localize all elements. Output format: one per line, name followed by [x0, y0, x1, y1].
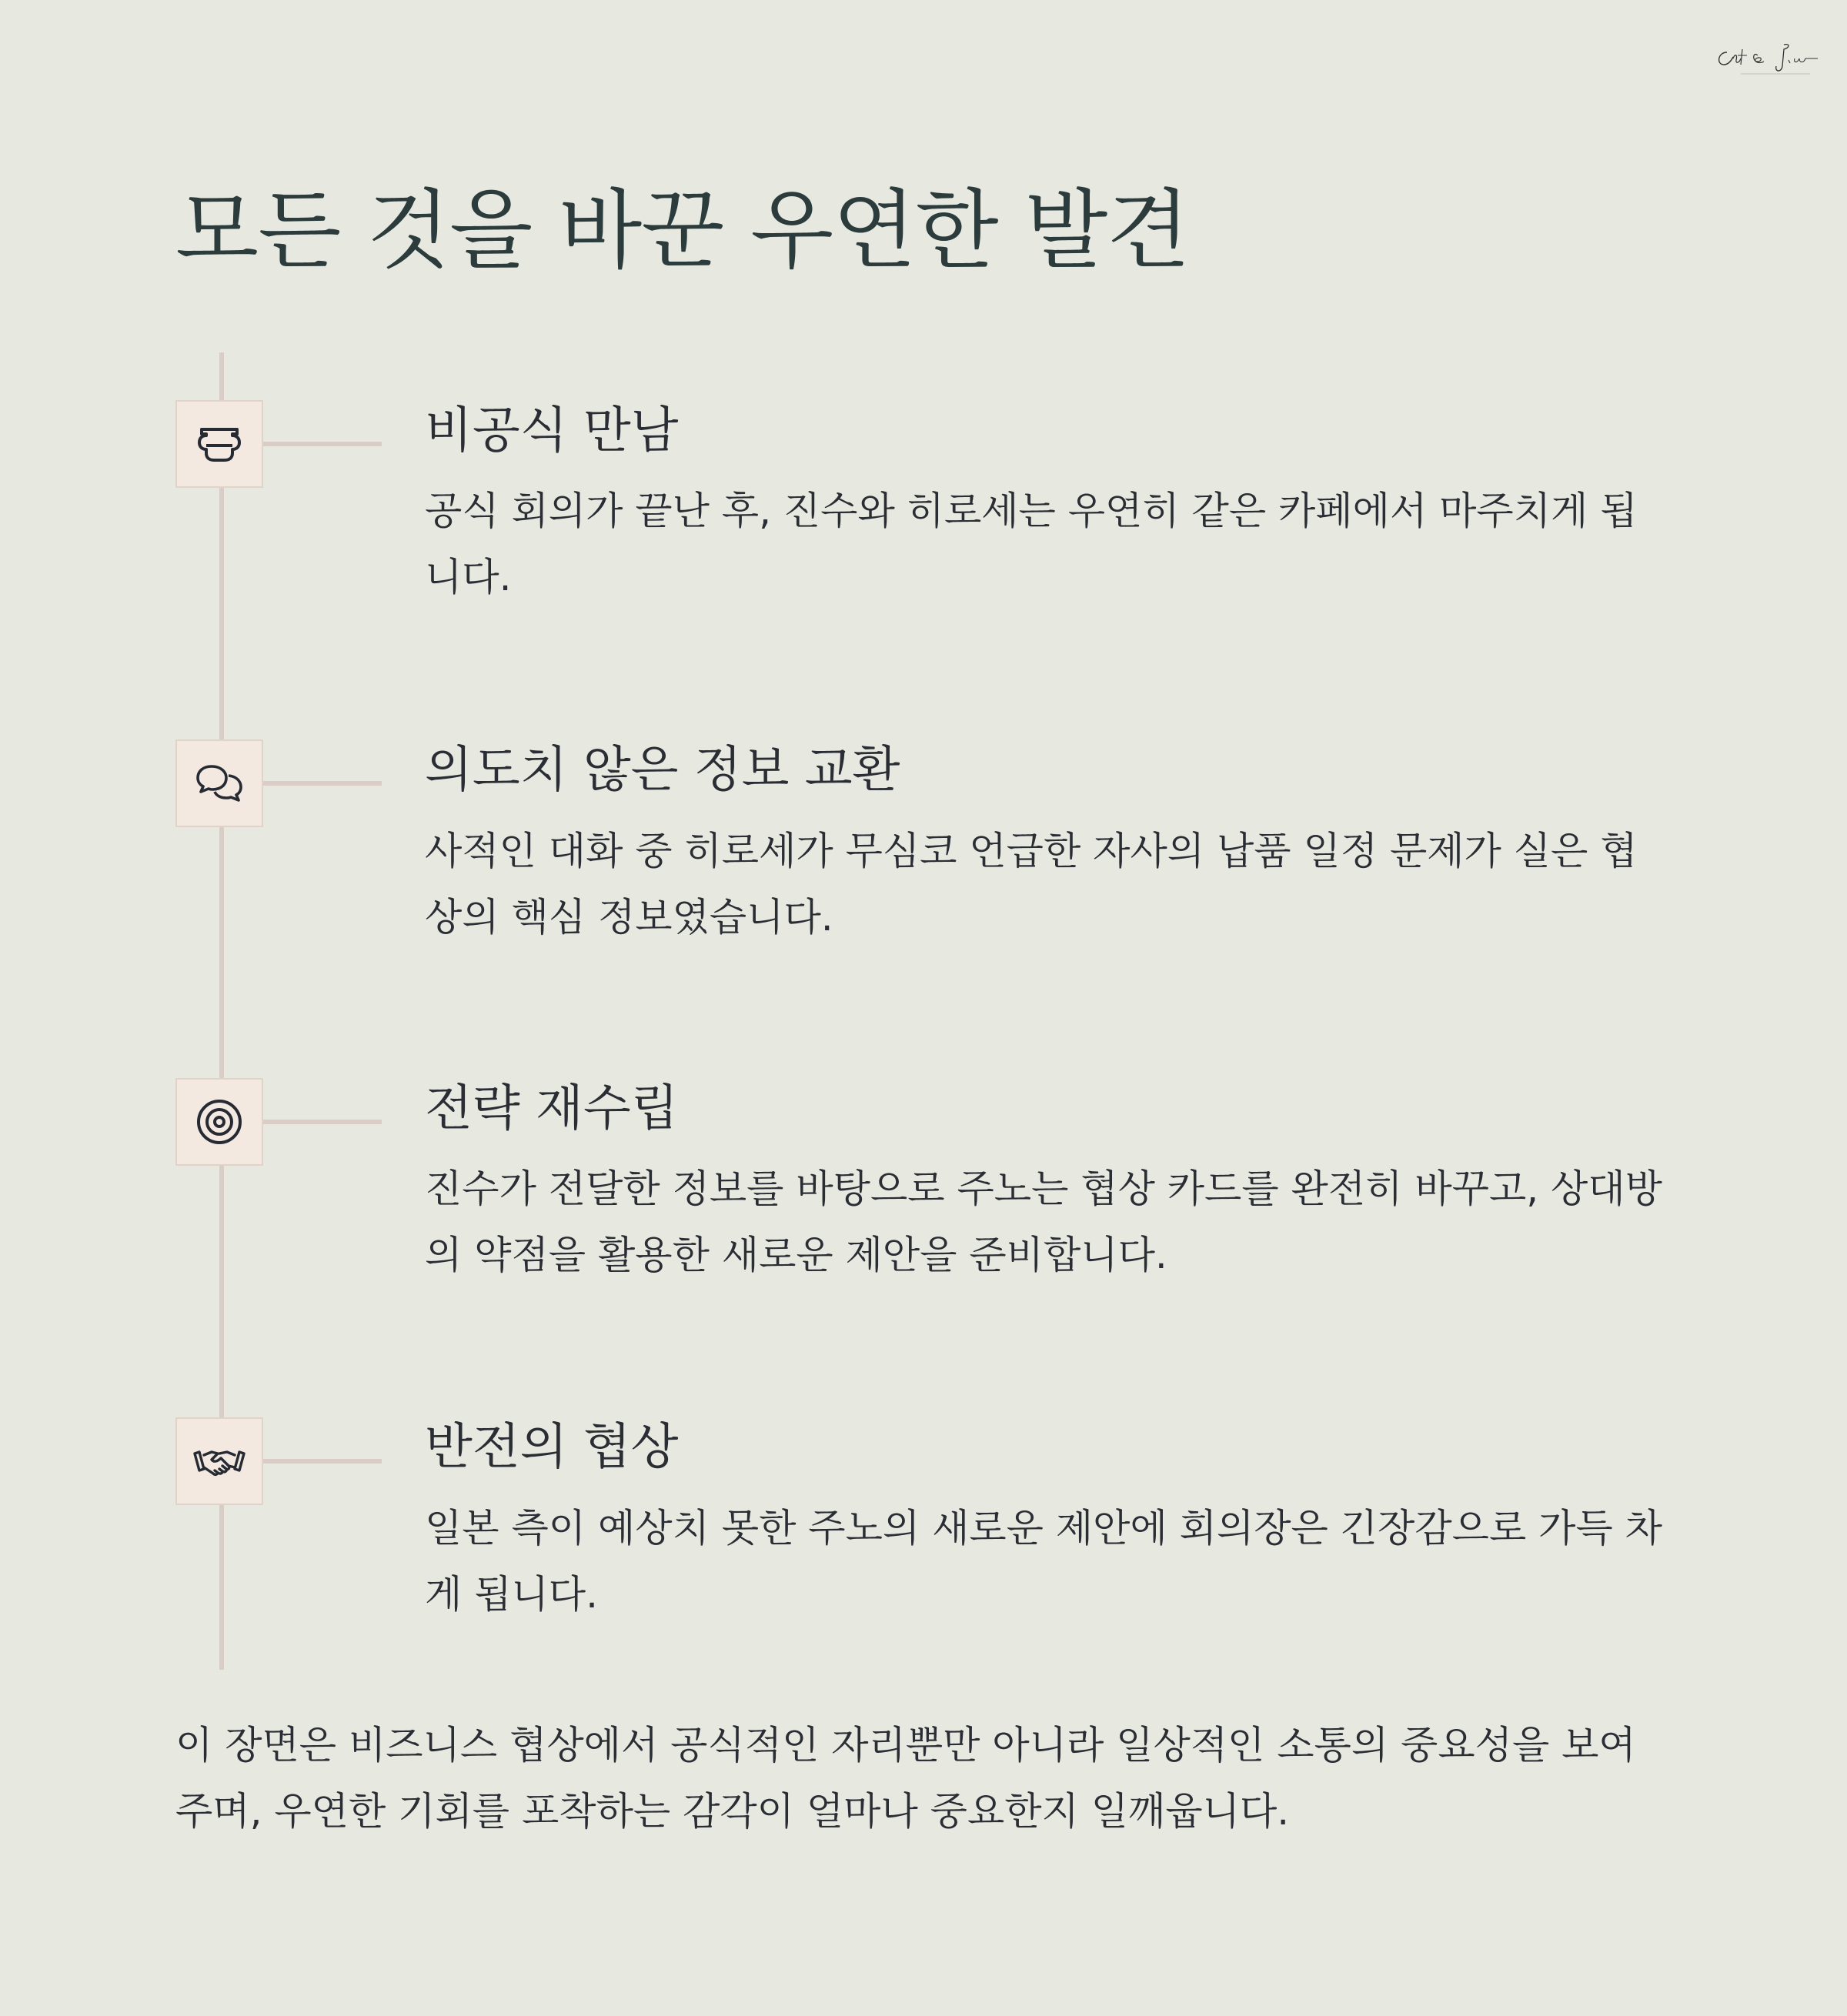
summary-text: 이 장면은 비즈니스 협상에서 공식적인 자리뿐만 아니라 일상적인 소통의 중요성을 보여주며, 우연한 기회를 포착하는 감각이 얼마나 중요한지 일깨웁니다. — [175, 1723, 1636, 1834]
step-description: 일본 측이 예상치 못한 주노의 새로운 제안에 회의장은 긴장감으로 가득 차게 됩니다. — [425, 1506, 1662, 1617]
timeline-connector — [263, 1459, 382, 1464]
timeline-connector — [263, 781, 382, 786]
step-description: 진수가 전달한 정보를 바탕으로 주노는 협상 카드를 완전히 바꾸고, 상대방의 약점을 활용한 새로운 제안을 준비합니다. — [425, 1167, 1662, 1277]
step-title: 전략 재수립 — [425, 1080, 679, 1137]
step-description: 사적인 대화 중 히로세가 무심코 언급한 자사의 납품 일정 문제가 실은 협상의 핵심 정보였습니다. — [425, 829, 1638, 940]
step-title: 반전의 협상 — [425, 1419, 679, 1476]
target-icon — [175, 1078, 263, 1166]
timeline-connector — [263, 1120, 382, 1124]
step-title: 의도치 않은 정보 교환 — [425, 742, 900, 799]
handshake-icon — [175, 1417, 263, 1505]
step-title: 비공식 만남 — [425, 402, 679, 459]
coffee-cup-icon — [175, 400, 263, 488]
step-description: 공식 회의가 끝난 후, 진수와 히로세는 우연히 같은 카페에서 마주치게 됩니다. — [425, 489, 1638, 599]
timeline-connector — [263, 442, 382, 446]
chat-bubbles-icon — [175, 739, 263, 827]
brand-logo — [1710, 35, 1825, 89]
signature-logo-icon — [1710, 35, 1825, 89]
page-title: 모든 것을 바꾼 우연한 발견 — [175, 181, 1190, 281]
